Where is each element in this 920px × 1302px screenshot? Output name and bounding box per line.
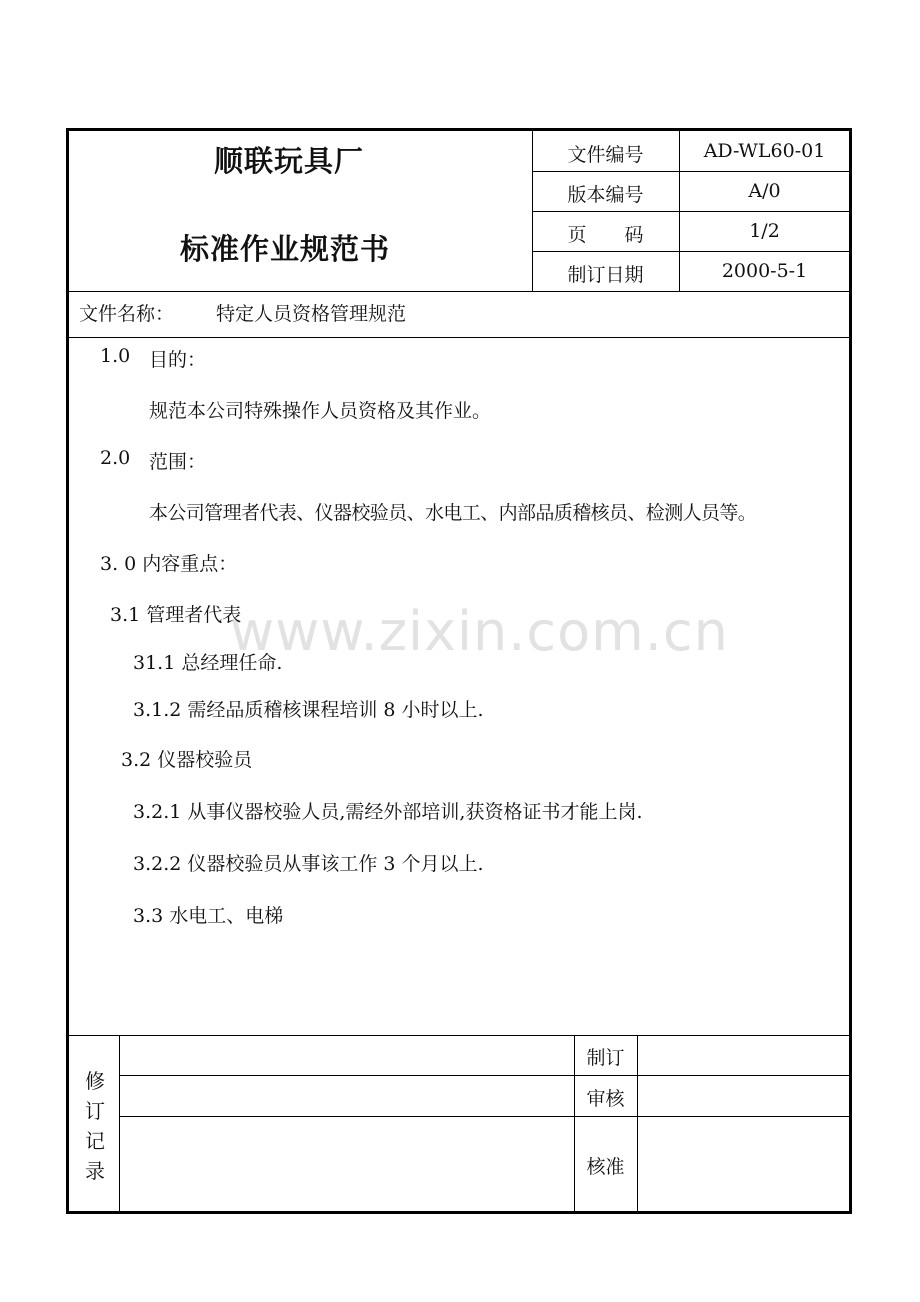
section-3-2-1: 3.2.1 从事仪器校验人员,需经外部培训,获资格证书才能上岗.: [133, 801, 643, 823]
section-2-title: 范围：: [149, 451, 207, 473]
section-3-1-2: 3.1.2 需经品质稽核课程培训 8 小时以上.: [133, 699, 484, 721]
section-3-title: 3. 0 内容重点：: [100, 553, 238, 575]
section-1-number: 1.0: [100, 345, 131, 367]
revision-record-label: 修 订 记 录: [85, 1069, 105, 1183]
meta-row-line: [532, 211, 849, 212]
section-1-title: 目的：: [149, 349, 207, 371]
watermark: www.zixin.com.cn: [230, 600, 729, 663]
meta-label-date: 制订日期: [567, 264, 644, 286]
meta-value-page: 1/2: [749, 220, 780, 242]
company-name: 顺联玩具厂: [214, 144, 365, 178]
section-3-3: 3.3 水电工、电梯: [133, 905, 284, 927]
meta-value-date: 2000-5-1: [721, 260, 808, 282]
document-frame: [66, 128, 852, 1214]
meta-value-version: A/0: [748, 180, 781, 202]
footer-row-line: [119, 1075, 849, 1076]
section-2-number: 2.0: [100, 447, 131, 469]
section-2-text: 本公司管理者代表、仪器校验员、水电工、内部品质稽核员、检测人员等。: [149, 502, 757, 524]
meta-value-file-number: AD-WL60-01: [703, 140, 826, 162]
filename-label: 文件名称：: [79, 303, 175, 325]
meta-label-file-number: 文件编号: [567, 144, 644, 166]
approval-prepared-label: 制订: [586, 1047, 625, 1069]
section-3-1: 3.1 管理者代表: [110, 604, 242, 626]
footer-row-line: [119, 1116, 849, 1117]
approval-reviewed-label: 审核: [586, 1088, 625, 1110]
section-3-2: 3.2 仪器校验员: [121, 749, 253, 771]
filename-value: 特定人员资格管理规范: [216, 303, 407, 325]
meta-row-line: [532, 171, 849, 172]
meta-label-page: 页 码: [567, 224, 644, 246]
approval-approved-label: 核准: [586, 1156, 625, 1178]
meta-label-version: 版本编号: [567, 184, 644, 206]
header-bottom-line: [69, 291, 849, 292]
section-3-2-2: 3.2.2 仪器校验员从事该工作 3 个月以上.: [133, 853, 484, 875]
document-title: 标准作业规范书: [180, 232, 391, 266]
filename-bottom-line: [69, 337, 849, 338]
section-1-text: 规范本公司特殊操作人员资格及其作业。: [149, 400, 492, 422]
footer-divider: [119, 1035, 120, 1211]
meta-row-line: [532, 251, 849, 252]
section-3-1-1: 31.1 总经理任命.: [133, 652, 283, 674]
footer-divider: [637, 1035, 638, 1211]
footer-top-line: [69, 1035, 849, 1036]
